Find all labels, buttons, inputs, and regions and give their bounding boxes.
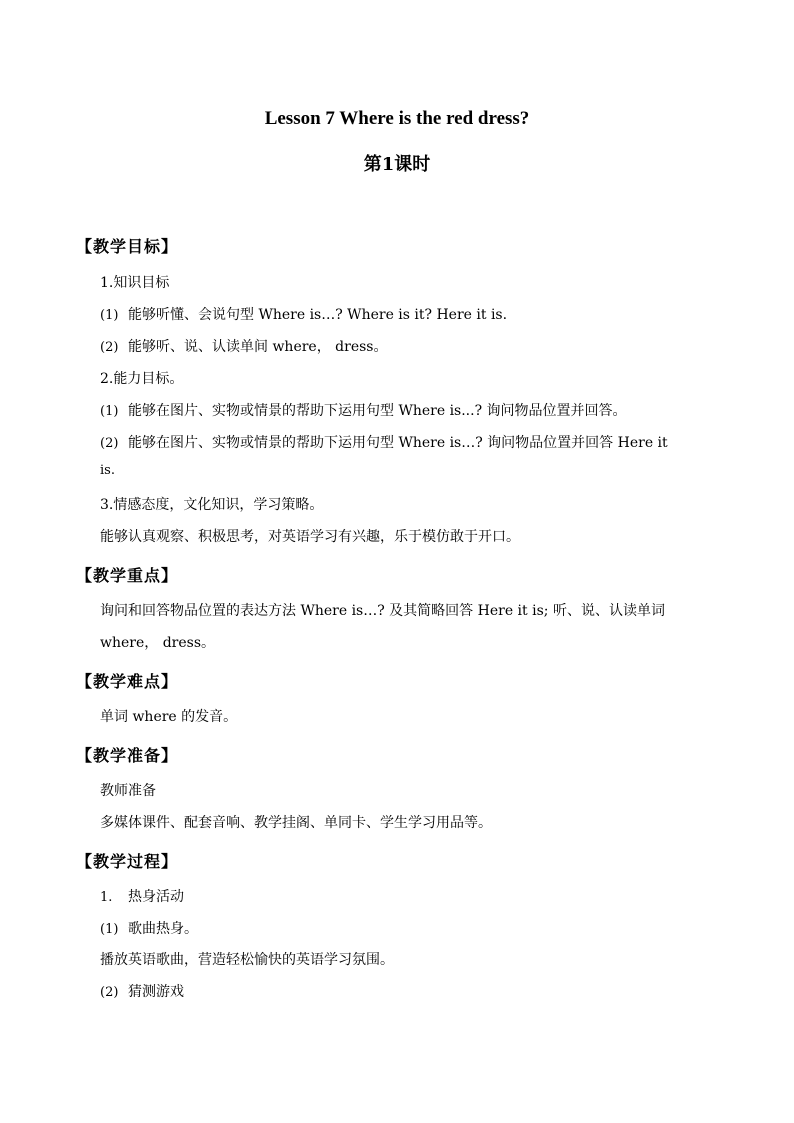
list-text: 能够听懂、会说句型 Where is…? Where is it? Here it is.	[128, 307, 508, 323]
preparation-line-1: 教师准备	[100, 783, 156, 799]
list-number: (1)	[100, 404, 119, 419]
list-text: 能够在图片、实物或情景的帮助下运用句型 Where is…? 询问物品位置并回答 Here it	[128, 435, 668, 451]
list-number: (1)	[100, 308, 119, 323]
section-heading-preparation: 【教学准备】	[76, 746, 179, 765]
list-number: (2)	[100, 985, 119, 1000]
ability-item-2	[100, 432, 668, 452]
ability-title: 2.能力目标。	[100, 371, 184, 387]
process-step-1	[100, 886, 184, 906]
emotion-title: 3.情感态度，文化知识，学习策略。	[100, 497, 324, 513]
process-item-2	[100, 981, 184, 1001]
list-text: 热身活动	[128, 889, 184, 905]
ability-item-2-continued: is.	[100, 463, 115, 478]
list-number: (1)	[100, 922, 119, 937]
key-points-line-1: 询问和回答物品位置的表达方法 Where is…? 及其简略回答 Here it is; 听、说、认读单词	[100, 603, 665, 619]
knowledge-title: 1.知识目标	[100, 275, 170, 291]
knowledge-item-2	[100, 336, 387, 356]
list-number: (2)	[100, 436, 119, 451]
process-item-1-desc: 播放英语歌曲，营造轻松愉快的英语学习氛围。	[100, 952, 394, 968]
section-heading-objectives: 【教学目标】	[76, 237, 179, 256]
lesson-subtitle: 第1课时	[363, 154, 431, 175]
lesson-title: Lesson 7 Where is the red dress?	[264, 108, 530, 129]
preparation-line-2: 多媒体课件、配套音响、教学挂阁、单同卡、学生学习用品等。	[100, 815, 492, 831]
list-number: 1.	[100, 890, 113, 905]
list-text: 能够在图片、实物或情景的帮助下运用句型 Where is...? 询问物品位置并回答。	[128, 403, 627, 419]
list-text: 能够听、说、认读单间 where， dress。	[128, 339, 388, 355]
list-text: 歌曲热身。	[128, 921, 198, 937]
key-points-line-2: where， dress。	[100, 635, 216, 651]
list-number: (2)	[100, 340, 119, 355]
difficulties-text: 单词 where 的发音。	[100, 709, 238, 725]
section-heading-key-points: 【教学重点】	[76, 566, 179, 585]
knowledge-item-1	[100, 304, 507, 324]
ability-item-1	[100, 400, 627, 420]
section-heading-process: 【教学过程】	[76, 852, 179, 871]
list-text: 猜测游戏	[128, 984, 184, 1000]
emotion-text: 能够认真观察、积极思考，对英语学习有兴趣，乐于模仿敢于开口。	[100, 529, 520, 545]
process-item-1	[100, 918, 198, 938]
section-heading-difficulties: 【教学难点】	[76, 672, 179, 691]
